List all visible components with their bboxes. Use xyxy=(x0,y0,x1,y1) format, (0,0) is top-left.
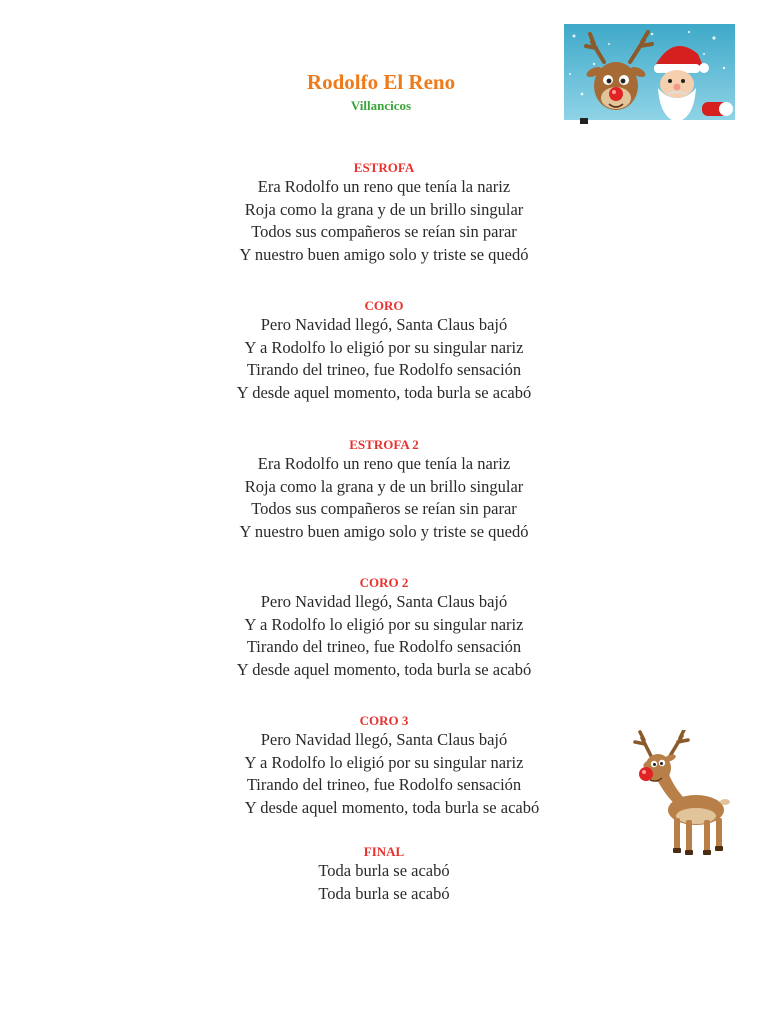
lyric-line: Todos sus compañeros se reían sin parar xyxy=(251,222,517,241)
song-subtitle: Villancicos xyxy=(350,98,412,113)
lyric-line: Y desde aquel momento, toda burla se acabó xyxy=(236,659,532,679)
lyric-line: Era Rodolfo un reno que tenía la nariz xyxy=(257,454,511,473)
song-title: Rodolfo El Reno xyxy=(306,70,456,94)
section-heading: ESTROFA 2 xyxy=(349,437,419,452)
section-heading: FINAL xyxy=(363,844,405,859)
section-heading: ESTROFA xyxy=(353,160,415,175)
lyric-line: Y desde aquel momento, toda burla se acabó xyxy=(236,382,532,402)
reindeer-illustration xyxy=(630,730,735,860)
section-coro-2 xyxy=(0,575,768,681)
section-heading: CORO 3 xyxy=(359,713,409,728)
lyric-line: Y desde aquel momento, toda burla se acabó xyxy=(244,797,540,817)
lyric-line: Tirando del trineo, fue Rodolfo sensación xyxy=(246,637,522,656)
section-heading: CORO 2 xyxy=(359,575,409,590)
section-estrofa xyxy=(0,160,768,266)
lyric-line: Tirando del trineo, fue Rodolfo sensación xyxy=(246,775,522,794)
lyric-line: Toda burla se acabó xyxy=(318,883,450,903)
lyric-line: Pero Navidad llegó, Santa Claus bajó xyxy=(260,592,508,611)
reindeer-santa-illustration xyxy=(564,24,735,127)
lyric-line: Todos sus compañeros se reían sin parar xyxy=(251,499,517,518)
section-coro xyxy=(0,298,768,404)
section-estrofa-2 xyxy=(0,437,768,543)
lyric-line: Y a Rodolfo lo eligió por su singular nariz xyxy=(244,337,524,357)
lyric-line: Toda burla se acabó xyxy=(318,861,450,880)
section-heading: CORO xyxy=(364,298,404,313)
lyric-line: Y nuestro buen amigo solo y triste se quedó xyxy=(239,244,529,264)
lyric-line: Roja como la grana y de un brillo singular xyxy=(244,476,524,496)
lyric-line: Roja como la grana y de un brillo singular xyxy=(244,199,524,219)
lyric-line: Pero Navidad llegó, Santa Claus bajó xyxy=(260,315,508,334)
lyric-line: Era Rodolfo un reno que tenía la nariz xyxy=(257,177,511,196)
lyric-line: Pero Navidad llegó, Santa Claus bajó xyxy=(260,730,508,749)
lyric-line: Y a Rodolfo lo eligió por su singular nariz xyxy=(244,614,524,634)
lyric-line: Y nuestro buen amigo solo y triste se quedó xyxy=(239,521,529,541)
lyric-line: Tirando del trineo, fue Rodolfo sensación xyxy=(246,360,522,379)
lyric-line: Y a Rodolfo lo eligió por su singular nariz xyxy=(244,752,524,772)
